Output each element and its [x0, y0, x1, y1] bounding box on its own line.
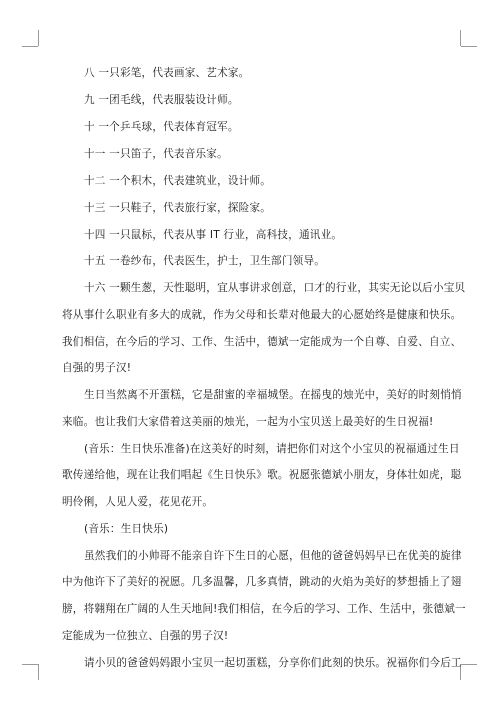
text-line: 定能成为一位独立、自强的男子汉! — [62, 630, 229, 642]
text-line: 十一 一只笛子，代表音乐家。 — [84, 148, 228, 160]
text-line: 九 一团毛线，代表服装设计师。 — [84, 94, 239, 106]
text-line: (音乐：生日快乐准备)在这美好的时刻，请把你们对这个小宝贝的祝福通过生日 — [84, 443, 460, 455]
text-line: 十四 一只鼠标，代表从事 IT 行业，高科技，通讯业。 — [84, 229, 343, 241]
text-line: 来临。也让我们大家借着这美丽的烛光，一起为小宝贝送上最美好的生日祝福! — [62, 416, 434, 428]
text-line: (音乐：生日快乐) — [84, 523, 169, 535]
text-line: 明伶俐，人见人爱，花见花开。 — [62, 496, 214, 508]
text-line: 膀，将翱翔在广阔的人生天地间!我们相信，在今后的学习、工作、生活中，张德斌一 — [62, 603, 466, 615]
text-line: 中为他许下了美好的祝愿。几多温馨，几多真情，跳动的火焰为美好的梦想插上了翅 — [62, 576, 462, 588]
text-line: 十三 一只鞋子，代表旅行家，探险家。 — [84, 202, 272, 214]
text-line: 虽然我们的小帅哥不能亲自许下生日的心愿，但他的爸爸妈妈早已在优美的旋律 — [84, 550, 462, 562]
text-line: 十六 一颗生葱，天性聪明，宜从事讲求创意，口才的行业，其实无论以后小宝贝 — [84, 282, 466, 294]
text-line: 生日当然离不开蛋糕，它是甜蜜的幸福城堡。在摇曳的烛光中，美好的时刻悄悄 — [84, 389, 462, 401]
text-line: 八 一只彩笔，代表画家、艺术家。 — [84, 67, 250, 79]
text-line: 十二 一个积木，代表建筑业，设计师。 — [84, 175, 272, 187]
text-line: 歌传递给他，现在让我们唱起《生日快乐》歌。祝愿张德斌小朋友，身体壮如虎，聪 — [62, 469, 462, 481]
text-line: 十五 一卷纱布，代表医生，护士，卫生部门领导。 — [84, 255, 326, 267]
text-line: 将从事什么职业有多大的成就，作为父母和长辈对他最大的心愿始终是健康和快乐。 — [62, 309, 462, 321]
text-line: 十 一个乒乓球，代表体育冠军。 — [84, 121, 239, 133]
text-line: 我们相信，在今后的学习、工作、生活中，德斌一定能成为一个自尊、自爱、自立、 — [62, 336, 462, 348]
text-line: 自强的男子汉! — [62, 362, 132, 374]
text-line: 请小贝的爸爸妈妈跟小宝贝一起切蛋糕，分享你们此刻的快乐。祝福你们今后工 — [84, 657, 462, 669]
